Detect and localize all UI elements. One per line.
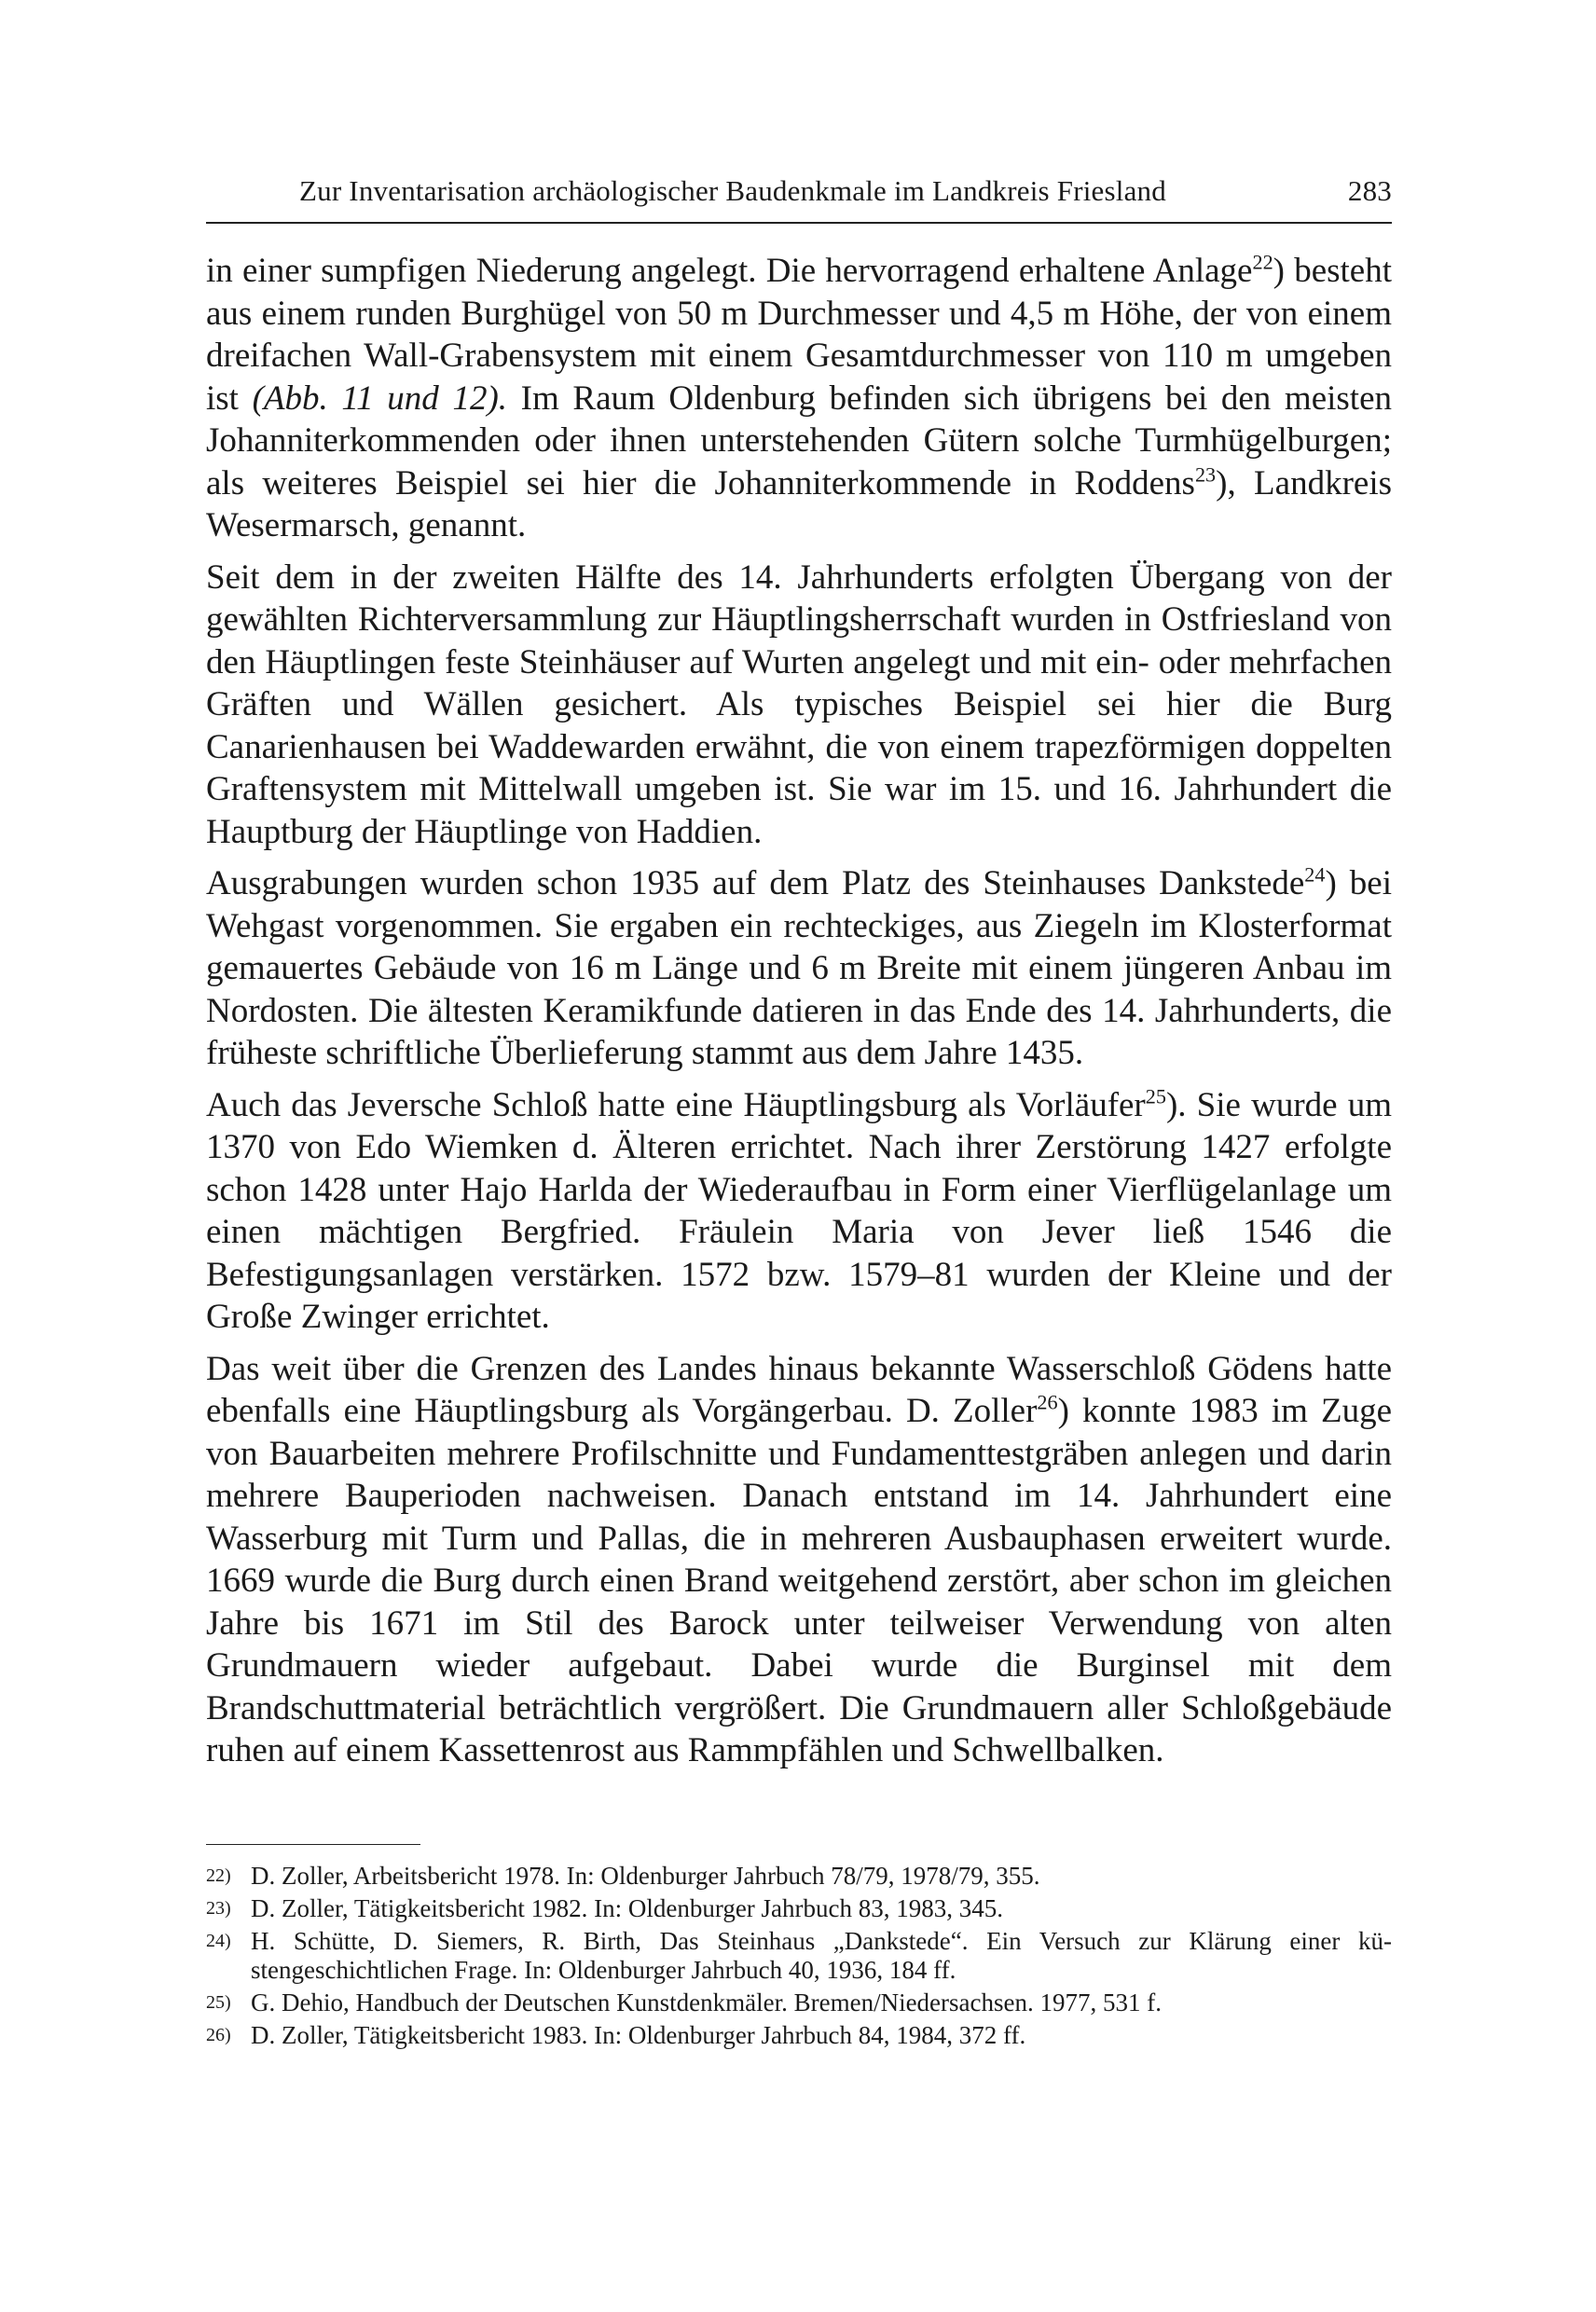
- footnote-ref-23: 23: [1194, 462, 1217, 487]
- footnote-22: 22) D. Zoller, Arbeitsbericht 1978. In: Oldenburger Jahrbuch 78/79, 1978/79, 355.: [206, 1862, 1040, 1890]
- footnote-mark: 22): [206, 1865, 231, 1886]
- footnote-25: 25) G. Dehio, Handbuch der Deutschen Kunstdenkmäler. Bremen/Niedersachsen. 1977, 531 f.: [206, 1989, 1162, 2016]
- footnote-ref-24: 24: [1304, 862, 1326, 887]
- footnote-ref-26: 26: [1037, 1390, 1058, 1414]
- body-text: [206, 250, 1392, 1782]
- footnotes: [206, 1862, 1392, 2054]
- header-rule: [206, 222, 1392, 224]
- footnote-ref-25: 25: [1145, 1084, 1166, 1108]
- running-title: Zur Inventarisation archäologischer Baudenkmale im Landkreis Friesland: [299, 174, 1166, 207]
- footnote-23: 23) D. Zoller, Tätigkeitsbericht 1982. In: Oldenburger Jahrbuch 83, 1983, 345.: [206, 1894, 1004, 1922]
- paragraph-5: Das weit über die Grenzen des Landes hinaus bekannte Wasserschloß Gödens hatte ebenfalls eine Häuptlingsburg als Vorgängerbau. D. Zoller$^{26}$) konnte 1983 im Zuge von Bauarbeiten mehrere Profilschnitte und Fundamenttestgräben anlegen und darin mehrere Bauperioden nachweisen. Danach entstand im 14. Jahrhundert eine Wasserburg mit Turm und Pallas, die in mehreren Ausbauphasen erweitert wurde. 1669 wurde die Burg durch einen Brand weitgehend zerstört, aber schon im gleichen Jahre bis 1671 im Stil des Barock unter teilweiser Verwendung von alten Grundmauern wieder aufgebaut. Dabei wurde die Burginsel mit dem Brandschuttmaterial beträchtlich vergrößert. Die Grundmauern aller Schloßgebäude ruhen auf einem Kassettenrost aus Rammpfählen und Schwellbalken.: [206, 1349, 1392, 1769]
- paragraph-3: Ausgrabungen wurden schon 1935 auf dem Platz des Steinhauses Dankstede$^{24}$) bei Wehgast vorgenommen. Sie ergaben ein rechteckiges, aus Ziegeln im Klosterformat gemauertes Gebäude von 16 m Länge und 6 m Breite mit einem jüngeren Anbau im Nordosten. Die ältesten Keramikfunde datieren in das Ende des 14. Jahrhunderts, die früheste schriftliche Überlieferung stammt aus dem Jahre 1435.: [206, 862, 1393, 1072]
- footnote-rule: [206, 1844, 420, 1845]
- footnote-mark: 26): [206, 2025, 231, 2045]
- footnote-mark: 23): [206, 1898, 231, 1919]
- footnote-ref-22: 22: [1252, 250, 1273, 274]
- paragraph-4: Auch das Jeversche Schloß hatte eine Häuptlingsburg als Vorläufer$^{25}$). Sie wurde um 1370 von Edo Wiemken d. Älteren errichtet. Nach ihrer Zerstörung 1427 erfolgte schon 1428 unter Hajo Harlda der Wiederaufbau in Form einer Vierflügelanlage um einen mächtigen Bergfried. Fräulein Maria von Jever ließ 1546 die Befestigungsanlagen verstärken. 1572 bzw. 1579–81 wurden der Kleine und der Große Zwinger errichtet.: [206, 1084, 1392, 1336]
- footnote-mark: 25): [206, 1992, 231, 2013]
- paragraph-2: Seit dem in der zweiten Hälfte des 14. Jahrhunderts erfolgten Übergang von der gewählten Richterversammlung zur Häuptlingsherrschaft wurden in Ostfriesland von den Häuptlingen feste Steinhäuser auf Wurten angelegt und mit ein- oder mehrfachen Gräften und Wällen gesichert. Als typisches Beispiel sei hier die Burg Canarienhausen bei Waddewarden erwähnt, die von einem trapezförmigen doppelten Graftensystem mit Mittelwall umgeben ist. Sie war im 15. und 16. Jahrhundert die Hauptburg der Häuptlinge von Haddien.: [206, 557, 1392, 851]
- page-number: 283: [1347, 174, 1392, 207]
- footnote-mark: 24): [206, 1931, 231, 1951]
- figure-reference: (Abb. 11 und 12).: [252, 378, 508, 418]
- footnote-24: 24) H. Schütte, D. Siemers, R. Birth, Das Steinhaus „Dankstede“. Ein Versuch zur Klärung einer küstengeschichtlichen Frage. In: Oldenburger Jahrbuch 40, 1936, 184 ff.: [206, 1927, 1392, 1984]
- paragraph-1: in einer sumpfigen Niederung angelegt. Die hervorragend erhaltene Anlage$^{22}$) besteht aus einem runden Burghügel von 50 m Durchmesser und 4,5 m Höhe, der von einem dreifachen Wall-Grabensystem mit einem Gesamtdurchmesser von 110 m umgeben ist (Abb. 11 und 12). Im Raum Oldenburg befinden sich übrigens bei den meisten Johanniterkommenden oder ihnen unterstehenden Gütern solche Turmhügelburgen; als weiteres Beispiel sei hier die Johanniterkommende in Roddens$^{23}$), Landkreis Wesermarsch, genannt.: [206, 250, 1393, 544]
- footnote-26: 26) D. Zoller, Tätigkeitsbericht 1983. In: Oldenburger Jahrbuch 84, 1984, 372 ff.: [206, 2021, 1026, 2049]
